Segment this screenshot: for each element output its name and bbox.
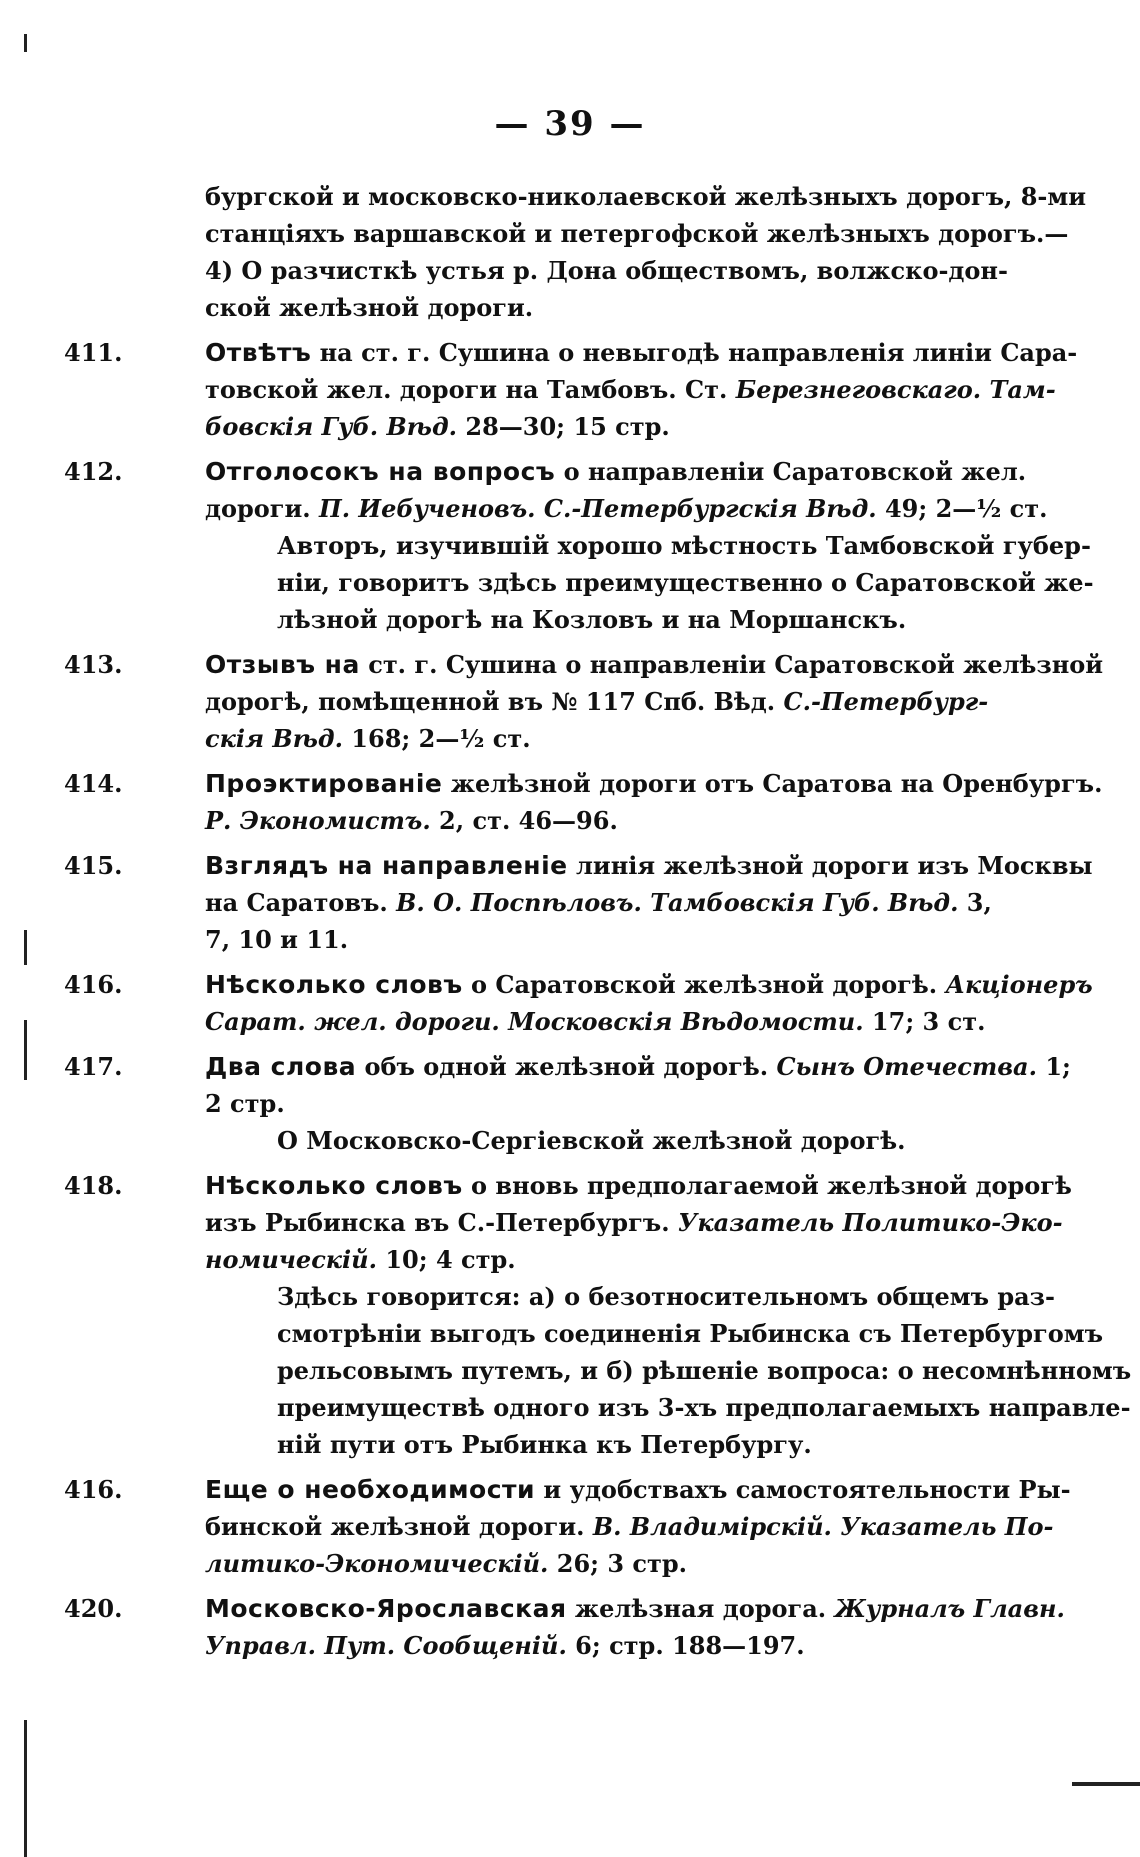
entry-source: П. Иебученовъ. С.-Петербургскія Вѣд.	[319, 494, 877, 523]
entry-line	[205, 921, 964, 958]
bibliography-entry	[64, 847, 1093, 958]
bibliography-entry	[64, 334, 1078, 445]
entry-annotation	[205, 527, 1094, 638]
entry-text: желѣзной дороги отъ Саратова на Оренбургъ.	[442, 769, 1103, 798]
scan-edge-right	[1072, 1782, 1140, 1786]
bibliography-list	[64, 334, 1132, 1664]
entry-title: Отзывъ на	[205, 650, 360, 679]
entry-line	[205, 646, 1104, 683]
continuation-line: ской желѣзной дороги.	[205, 293, 534, 322]
annotation-line: лѣзной дорогѣ на Козловъ и на Моршанскъ.	[277, 605, 907, 634]
entry-line	[205, 884, 992, 921]
entry-text: бинской желѣзной дороги.	[205, 1512, 593, 1541]
entry-text: на ст. г. Сушина о невыгодѣ направленія линіи Сара-	[311, 338, 1078, 367]
annotation-line: О Московско-Сергіевской желѣзной дорогѣ.	[277, 1126, 906, 1155]
entry-body	[64, 453, 1094, 638]
annotation-line: смотрѣніи выгодъ соединенія Рыбинска съ Петербургомъ	[277, 1319, 1104, 1348]
entry-line	[205, 1590, 1065, 1627]
bibliography-entry	[64, 646, 1104, 757]
entry-title: Нѣсколько словъ	[205, 1171, 463, 1200]
entry-body	[64, 847, 1093, 958]
entry-source: Сарат. жел. дороги. Московскія Вѣдомости.	[205, 1007, 864, 1036]
entry-source: В. О. Поспѣловъ. Тамбовскія Губ. Вѣд.	[396, 888, 959, 917]
bibliography-entry	[64, 453, 1094, 638]
bibliography-entry	[64, 966, 1093, 1040]
entry-line	[205, 453, 1027, 490]
continuation-line: 4) О разчисткѣ устья р. Дона обществомъ, волжско-дон-	[205, 256, 1008, 285]
entry-source: С.-Петербург-	[783, 687, 989, 716]
annotation-line: преимуществѣ одного изъ 3-хъ предполагаемыхъ направле-	[277, 1393, 1131, 1422]
bibliography-entry	[64, 1471, 1071, 1582]
entry-title: Два слова	[205, 1052, 357, 1081]
bibliography-entry	[64, 765, 1103, 839]
entry-title: Нѣсколько словъ	[205, 970, 463, 999]
entry-text: на Саратовъ.	[205, 888, 397, 917]
entry-title: Отвѣтъ	[205, 338, 312, 367]
entry-line	[205, 847, 1093, 884]
entry-annotation	[205, 1122, 964, 1159]
entry-line	[205, 1204, 1063, 1241]
entry-title: Еще о необходимости	[205, 1475, 536, 1504]
entry-text: о Саратовской желѣзной дорогѣ.	[462, 970, 946, 999]
entry-number: 412.	[64, 457, 123, 486]
entry-source: Акціонеръ	[945, 970, 1093, 999]
entry-text: 2, ст. 46—96.	[430, 806, 618, 835]
entry-line	[205, 802, 964, 839]
document-body	[64, 178, 1132, 1672]
entry-text: 10; 4 стр.	[376, 1245, 516, 1274]
entry-text: 2 стр.	[205, 1089, 285, 1118]
entry-source: номическій.	[205, 1245, 377, 1274]
entry-number: 411.	[64, 338, 123, 367]
annotation-line: рельсовымъ путемъ, и б) рѣшеніе вопроса: о несомнѣнномъ	[277, 1356, 1132, 1385]
entry-line	[205, 1627, 964, 1664]
entry-text: 3,	[958, 888, 992, 917]
entry-number: 414.	[64, 769, 123, 798]
entry-number: 418.	[64, 1171, 123, 1200]
entry-line	[205, 371, 1056, 408]
entry-body	[64, 646, 1104, 757]
entry-body	[64, 334, 1078, 445]
bibliography-entry	[64, 1048, 1071, 1159]
entry-body	[64, 966, 1093, 1040]
entry-line	[205, 765, 1103, 802]
entry-source: Р. Экономистъ.	[205, 806, 431, 835]
entry-text: дорогѣ, помѣщенной въ № 117 Спб. Вѣд.	[205, 687, 784, 716]
entry-line	[205, 1471, 1071, 1508]
entry-source: скія Вѣд.	[205, 724, 343, 753]
entry-number: 420.	[64, 1594, 123, 1623]
entry-line	[205, 966, 1093, 1003]
entry-line	[205, 1545, 964, 1582]
entry-text: линія желѣзной дороги изъ Москвы	[567, 851, 1093, 880]
entry-text: 6; стр. 188—197.	[566, 1631, 805, 1660]
entry-source: Журналъ Главн.	[834, 1594, 1065, 1623]
entry-text: товской жел. дороги на Тамбовъ. Ст.	[205, 375, 736, 404]
entry-source: бовскія Губ. Вѣд.	[205, 412, 458, 441]
entry-line	[205, 1167, 1072, 1204]
scan-edge-left	[24, 1720, 27, 1857]
entry-line	[205, 1003, 986, 1040]
annotation-line: Здѣсь говорится: а) о безотносительномъ общемъ раз-	[277, 1282, 1055, 1311]
entry-text: 7, 10 и 11.	[205, 925, 349, 954]
entry-line	[205, 334, 1078, 371]
scan-edge-left	[24, 930, 27, 965]
entry-text: изъ Рыбинска въ С.-Петербургъ.	[205, 1208, 678, 1237]
entry-body	[64, 765, 1103, 839]
continuation-line: бургской и московско-николаевской желѣзныхъ дорогъ, 8-ми	[205, 182, 1087, 211]
entry-number: 415.	[64, 851, 123, 880]
entry-line	[205, 683, 989, 720]
entry-line	[205, 1048, 1071, 1085]
annotation-line: Авторъ, изучившій хорошо мѣстность Тамбовской губер-	[277, 531, 1091, 560]
entry-line	[205, 720, 964, 757]
scan-edge-left	[24, 1020, 27, 1080]
entry-title: Проэктированіе	[205, 769, 443, 798]
entry-line	[205, 1085, 964, 1122]
page-number: — 39 —	[494, 104, 646, 144]
entry-body	[64, 1471, 1071, 1582]
entry-source: Управл. Пут. Сообщеній.	[205, 1631, 567, 1660]
entry-body	[64, 1167, 1132, 1463]
entry-text: объ одной желѣзной дорогѣ.	[356, 1052, 777, 1081]
entry-text: 1;	[1036, 1052, 1071, 1081]
bibliography-entry	[64, 1167, 1132, 1463]
entry-text: желѣзная дорога.	[566, 1594, 835, 1623]
entry-line	[205, 1508, 1054, 1545]
entry-text: 26; 3 стр.	[548, 1549, 688, 1578]
entry-text: о вновь предполагаемой желѣзной дорогѣ	[462, 1171, 1072, 1200]
entry-line	[205, 1241, 964, 1278]
entry-text: дороги.	[205, 494, 320, 523]
entry-text: 17; 3 ст.	[863, 1007, 986, 1036]
entry-title: Взглядъ на направленіе	[205, 851, 568, 880]
entry-source: Сынъ Отечества.	[776, 1052, 1037, 1081]
bibliography-entry	[64, 1590, 1065, 1664]
entry-source: Березнеговскаго. Там-	[735, 375, 1056, 404]
entry-line	[205, 490, 1048, 527]
entry-body	[64, 1048, 1071, 1159]
entry-title: Отголосокъ на вопросъ	[205, 457, 556, 486]
annotation-line: ній пути отъ Рыбинка къ Петербургу.	[277, 1430, 812, 1459]
entry-text: и удобствахъ самостоятельности Ры-	[535, 1475, 1071, 1504]
entry-line	[205, 408, 964, 445]
entry-source: литико-Экономическій.	[205, 1549, 549, 1578]
entry-number: 417.	[64, 1052, 123, 1081]
entry-annotation	[205, 1278, 1132, 1463]
entry-number: 413.	[64, 650, 123, 679]
scan-edge-left	[24, 34, 27, 52]
continuation-line: станціяхъ варшавской и петергофской желѣзныхъ дорогъ.—	[205, 219, 1069, 248]
entry-text: о направленіи Саратовской жел.	[555, 457, 1027, 486]
entry-number: 416.	[64, 970, 123, 999]
annotation-line: ніи, говоритъ здѣсь преимущественно о Саратовской же-	[277, 568, 1094, 597]
entry-body	[64, 1590, 1065, 1664]
entry-number: 416.	[64, 1475, 123, 1504]
entry-source: Указатель Политико-Эко-	[677, 1208, 1063, 1237]
entry-text: 168; 2—½ ст.	[342, 724, 531, 753]
continuation-block	[64, 178, 1087, 326]
entry-source: В. Владимірскій. Указатель По-	[592, 1512, 1054, 1541]
entry-text: 28—30; 15 стр.	[457, 412, 670, 441]
entry-title: Московско-Ярославская	[205, 1594, 567, 1623]
entry-text: 49; 2—½ ст.	[876, 494, 1048, 523]
entry-text: ст. г. Сушина о направленіи Саратовской желѣзной	[359, 650, 1104, 679]
